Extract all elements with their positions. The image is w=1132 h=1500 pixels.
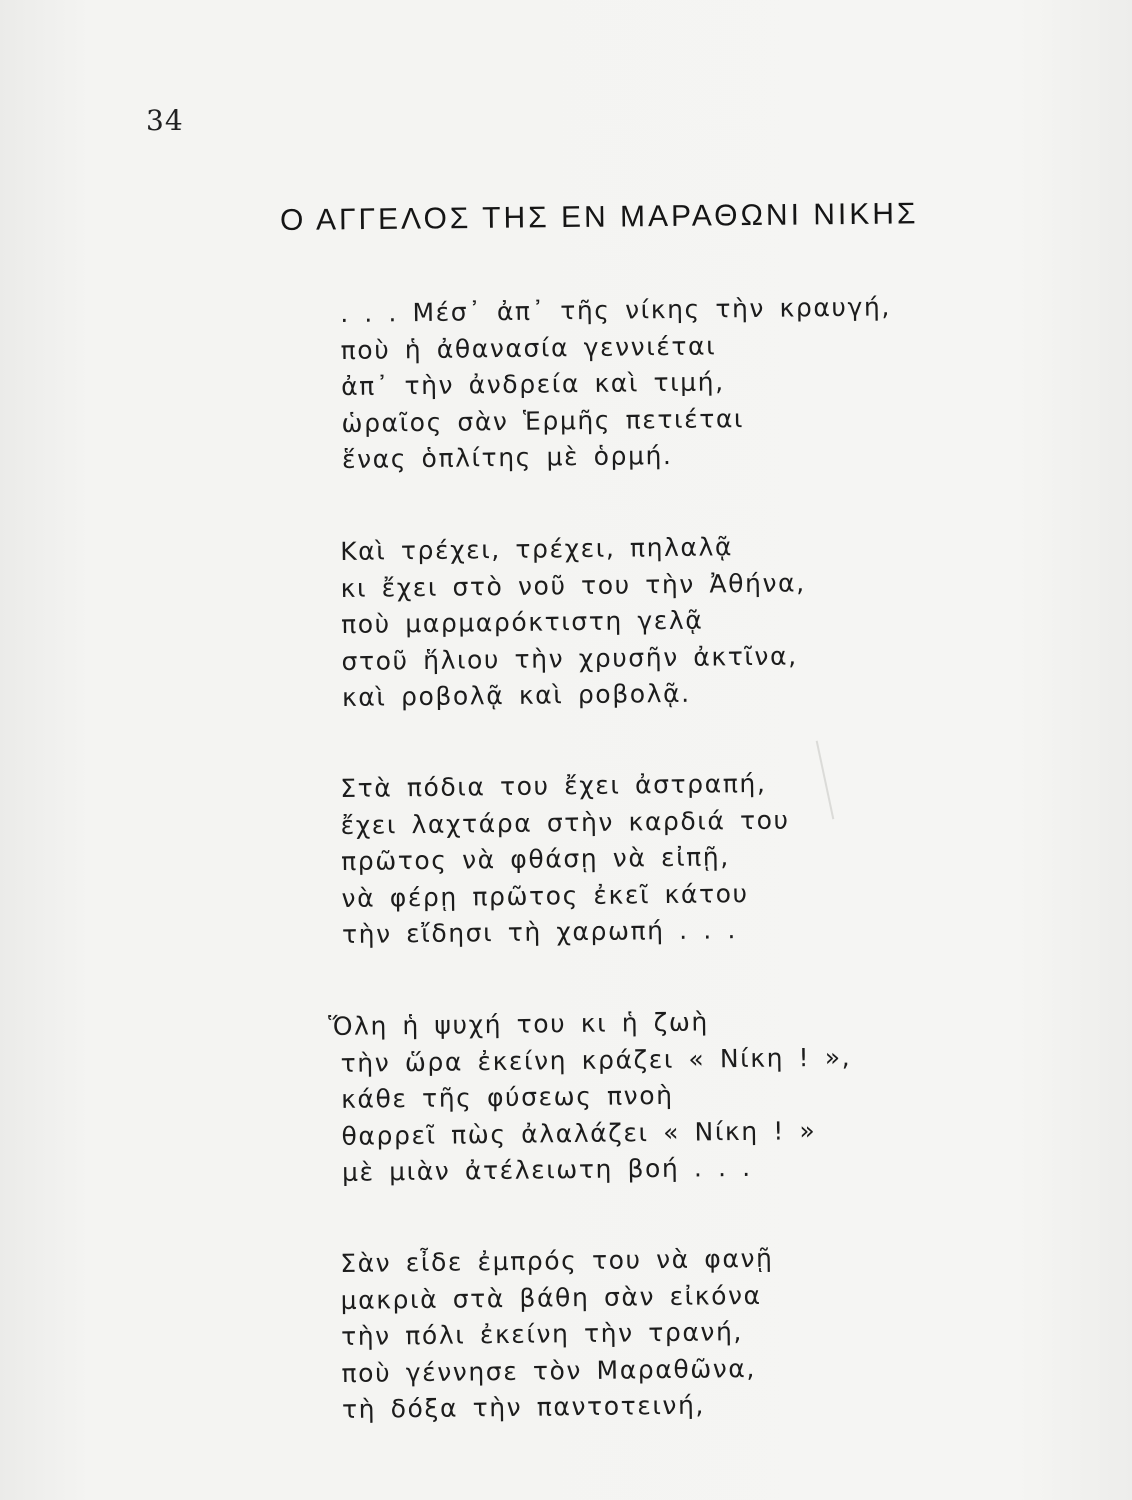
poem-line: Στὰ πόδια του ἔχει ἀστραπή, — [340, 768, 767, 803]
poem-line: ποὺ μαρμαρόκτιστη γελᾷ — [340, 605, 704, 639]
poem-line: καὶ ροβολᾷ καὶ ροβολᾷ. — [341, 678, 691, 712]
page-number: 34 — [146, 104, 184, 137]
poem-line: κι ἔχει στὸ νοῦ του τὴν Ἀθήνα, — [340, 567, 806, 602]
poem-line: ἕνας ὁπλίτης μὲ ὁρμή. — [341, 440, 673, 474]
poem-body — [328, 292, 900, 1484]
poem-line: Καὶ τρέχει, τρέχει, πηλαλᾷ — [340, 531, 734, 566]
stanza-5 — [340, 1239, 902, 1428]
poem-line: στοῦ ἥλιου τὴν χρυσῆν ἀκτῖνα, — [341, 640, 798, 675]
poem-line: κάθε τῆς φύσεως πνοὴ — [340, 1080, 674, 1114]
poem-line: νὰ φέρῃ πρῶτος ἐκεῖ κάτου — [341, 878, 749, 913]
poem-line: ποὺ ἡ ἀθανασία γεννιέται — [340, 330, 717, 365]
poem-line: τὴν ὥρα ἐκείνη κράζει « Νίκη ! », — [340, 1041, 852, 1077]
stanza-1 — [340, 289, 902, 478]
poem-line: . . . Μέσ᾽ ἀπ᾽ τῆς νίκης τὴν κραυγή, — [340, 292, 892, 328]
poem-line: πρῶτος νὰ φθάσῃ νὰ εἰπῇ, — [340, 842, 730, 876]
poem-line: ἀπ᾽ τὴν ἀνδρεία καὶ τιμή, — [340, 367, 725, 401]
poem-line: ποὺ γέννησε τὸν Μαραθῶνα, — [341, 1353, 757, 1388]
poem-line: τὴν πόλι ἐκείνη τὴν τρανή, — [340, 1317, 744, 1351]
poem-line: ὡραῖος σὰν Ἑρμῆς πετιέται — [341, 403, 745, 438]
poem-line: ἔχει λαχτάρα στὴν καρδιά του — [340, 805, 790, 840]
poem-line: Σὰν εἶδε ἐμπρός του νὰ φανῇ — [340, 1243, 774, 1278]
stanza-4 — [328, 1002, 902, 1191]
poem-title: Ο ΑΓΓΕΛΟΣ ΤΗΣ ΕΝ ΜΑΡΑΘΩΝΙ ΝΙΚΗΣ — [279, 197, 919, 237]
poem-line: τὴν εἴδησι τὴ χαρωπή . . . — [341, 915, 738, 949]
stanza-3 — [340, 764, 902, 953]
poem-line: θαρρεῖ πὼς ἀλαλάζει « Νίκη ! » — [341, 1115, 817, 1150]
poem-line: Ὅλη ἡ ψυχή του κι ἡ ζωὴ — [328, 1006, 710, 1041]
poem-line: μακριὰ στὰ βάθη σὰν εἰκόνα — [340, 1280, 762, 1315]
poem-line: μὲ μιὰν ἀτέλειωτη βοή . . . — [341, 1152, 752, 1187]
poem-line: τὴ δόξα τὴν παντοτεινή, — [341, 1390, 706, 1424]
stanza-2 — [340, 527, 902, 716]
